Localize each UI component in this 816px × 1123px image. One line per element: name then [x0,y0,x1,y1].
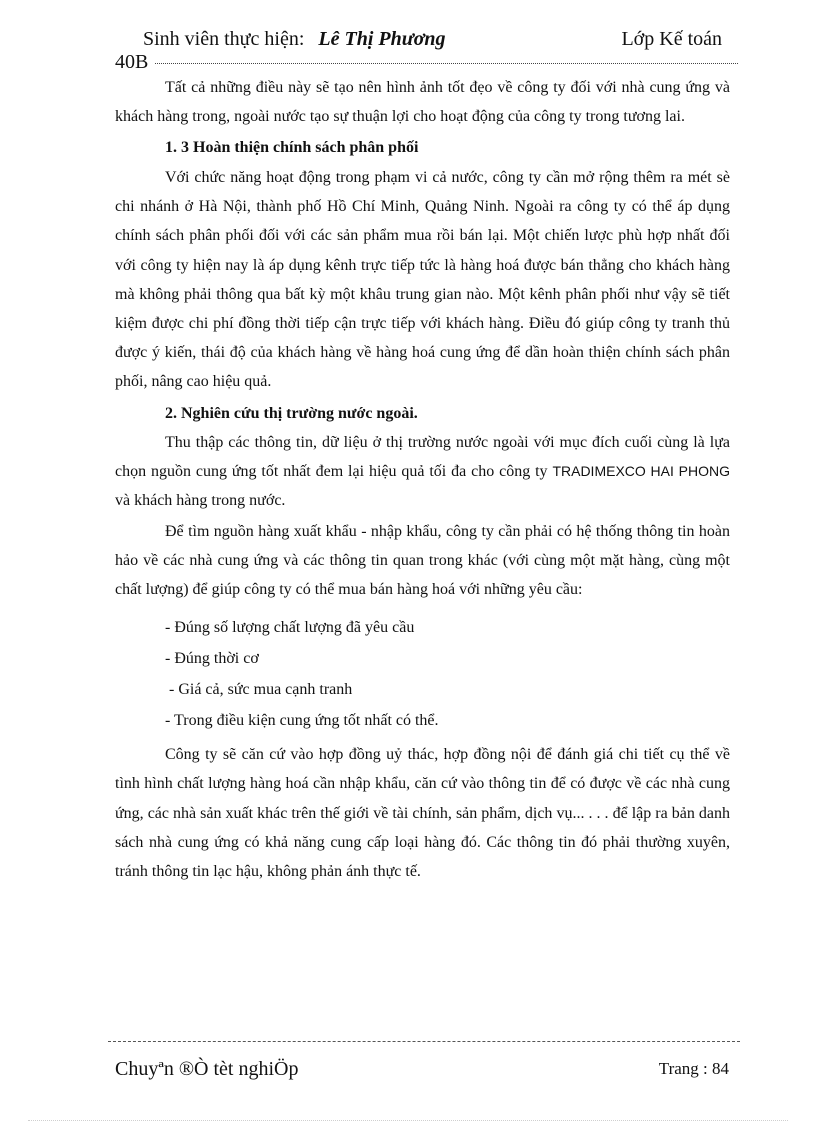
page-edge [28,1120,788,1121]
header-class: Lớp Kế toán [621,28,722,50]
header-divider [155,63,738,64]
section-heading-1-3: 1. 3 Hoàn thiện chính sách phân phối [165,139,419,157]
paragraph-research: Thu thập các thông tin, dữ liệu ở thị trường nước ngoài với mục đích cuối cùng là lựa chọn nguồn cung ứng tốt nhất đem lại hiệu quả tối đa cho công ty TRADIMEXCO HAI PHONG và khách hàng trong nước. [115,434,731,510]
header-class-continued: 40B [115,51,149,73]
list-item: - Trong điều kiện cung ứng tốt nhất có thể. [165,712,439,730]
paragraph-sourcing: Để tìm nguồn hàng xuất khẩu - nhập khẩu, công ty cần phải có hệ thống thông tin hoàn hảo về các nhà cung ứng và các thông tin quan trong khác (với cùng một mặt hàng, cùng một chất lượng) để giúp công ty có thể mua bán hàng hoá với những yêu cầu: [115,522,730,599]
author-name: Lê Thị Phương [318,28,446,50]
paragraph-distribution: Với chức năng hoạt động trong phạm vi cả nước, công ty cần mở rộng thêm ra mét sè chi nhánh ở Hà Nội, thành phố Hồ Chí Minh, Quảng Ninh. Ngoài ra công ty có thể áp dụng chính sách phân phối đối với các sản phẩm mua rồi bán lại. Một chiến lược phù hợp nhất đối với công ty hiện nay là áp dụng kênh trực tiếp tức là hàng hoá được bán thẳng cho khách hàng mà không phải thông qua bất kỳ một khâu trung gian nào. Một kênh phân phối như vậy sẽ tiết kiệm được chi phí đồng thời tiếp cận trực tiếp với khách hàng. Điều đó giúp công ty tranh thủ được ý kiến, thái độ của khách hàng về hàng hoá cung ứng để dần hoàn thiện chính sách phân phối, nâng cao hiệu quả. [115,168,730,391]
footer-title: Chuyªn ®Ò tèt nghiÖp [115,1058,299,1080]
list-item: - Giá cả, sức mua cạnh tranh [169,681,353,699]
header-student [143,26,446,52]
company-name: TRADIMEXCO HAI PHONG [552,463,731,480]
section-heading-2: 2. Nghiên cứu thị trường nước ngoài. [165,404,418,422]
header-label: Sinh viên thực hiện: [143,28,305,50]
footer-divider [108,1041,740,1042]
requirements-list [115,612,730,736]
list-item: - Đúng thời cơ [165,650,259,668]
paragraph-evaluation: Công ty sẽ căn cứ vào hợp đồng uỷ thác, hợp đồng nội để đánh giá chi tiết cụ thể về tình hình chất lượng hàng hoá cần nhập khẩu, căn cứ vào thông tin để có được về các nhà cung ứng, các nhà sản xuất khác trên thế giới về tài chính, sản phẩm, dịch vụ... . . . để lập ra bản danh sách nhà cung ứng có khả năng cung cấp loại hàng đó. Các thông tin đó phải thường xuyên, tránh thông tin lạc hậu, không phản ánh thực tế. [115,746,730,881]
document-body [115,73,730,886]
paragraph-intro: Tất cả những điều này sẽ tạo nên hình ảnh tốt đẹo về công ty đối với nhà cung ứng và khách hàng trong, ngoài nước tạo sự thuận lợi cho hoạt động của công ty trong tương lai. [115,79,730,126]
page-number: Trang : 84 [658,1059,729,1078]
list-item: - Đúng số lượng chất lượng đã yêu cầu [165,619,415,637]
